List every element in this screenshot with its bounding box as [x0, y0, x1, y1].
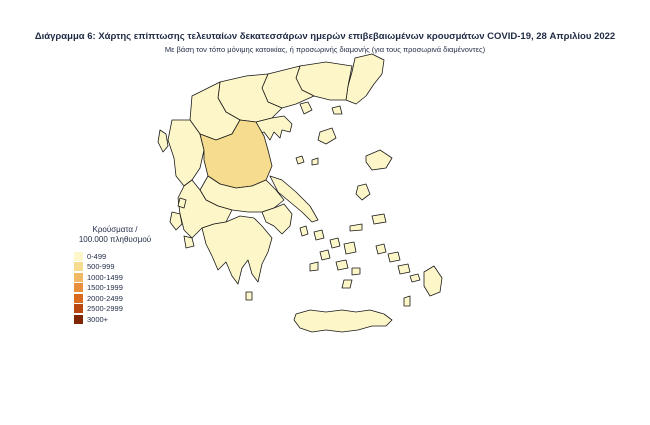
north-aegean — [312, 158, 318, 165]
legend-label: 0-499 — [87, 251, 107, 261]
north-aegean — [356, 184, 370, 200]
legend-list — [74, 251, 170, 325]
legend-label: 2000-2499 — [87, 293, 123, 303]
ionian-islands — [158, 130, 168, 152]
legend-label: 1500-1999 — [87, 283, 123, 293]
cyclades — [320, 250, 330, 260]
dodecanese — [410, 274, 420, 282]
legend-item — [74, 272, 170, 283]
legend-item — [74, 304, 170, 315]
legend-item — [74, 262, 170, 273]
legend-title-line1: Κρούσματα / — [92, 225, 138, 234]
dodecanese — [376, 244, 386, 254]
cyclades — [342, 280, 352, 288]
ionian-islands — [246, 292, 252, 300]
north-aegean — [332, 106, 342, 114]
north-aegean — [296, 156, 304, 164]
north-aegean — [300, 102, 312, 114]
legend-item — [74, 293, 170, 304]
legend-title-line2: 100.000 πληθυσμού — [78, 235, 152, 244]
legend-swatch — [74, 262, 83, 271]
dodecanese — [388, 252, 400, 262]
thrace-east — [346, 54, 384, 104]
crete — [294, 310, 392, 332]
legend-swatch — [74, 294, 83, 303]
peloponnese — [202, 216, 272, 284]
cyclades — [352, 268, 360, 275]
legend-label: 3000+ — [87, 314, 109, 324]
cyclades — [300, 226, 308, 236]
cyclades — [314, 230, 324, 240]
legend-item — [74, 283, 170, 294]
north-aegean — [372, 214, 386, 224]
map-subtitle: Με βάση τον τόπο μόνιμης κατοικίας, ή προσωρινής διαμονής (για τους προσωρινά διαμένοντες) — [164, 45, 486, 54]
cyclades — [310, 262, 318, 271]
dodecanese — [398, 264, 410, 274]
legend-swatch — [74, 252, 83, 261]
legend-item — [74, 251, 170, 262]
legend-swatch — [74, 283, 83, 292]
greece-choropleth-map — [150, 52, 450, 352]
legend-item — [74, 314, 170, 325]
legend-swatch — [74, 315, 83, 324]
legend-label: 2500-2999 — [87, 304, 123, 314]
north-aegean — [350, 224, 362, 231]
cyclades — [330, 238, 340, 248]
legend — [60, 225, 170, 325]
legend-swatch — [74, 273, 83, 282]
dodecanese — [424, 266, 442, 296]
cyclades — [344, 242, 356, 254]
north-aegean — [318, 128, 336, 144]
dodecanese — [404, 296, 410, 306]
ionian-islands — [170, 212, 182, 230]
legend-swatch — [74, 304, 83, 313]
legend-label: 1000-1499 — [87, 272, 123, 282]
cyclades — [336, 260, 348, 270]
north-aegean — [366, 150, 392, 170]
legend-label: 500-999 — [87, 262, 115, 272]
map-title: Διάγραμμα 6: Χάρτης επίπτωσης τελευταίων δεκατεσσάρων ημερών επιβεβαιωμένων κρουσμάτων COVID-19, 28 Απριλίου 2022 — [34, 31, 616, 42]
